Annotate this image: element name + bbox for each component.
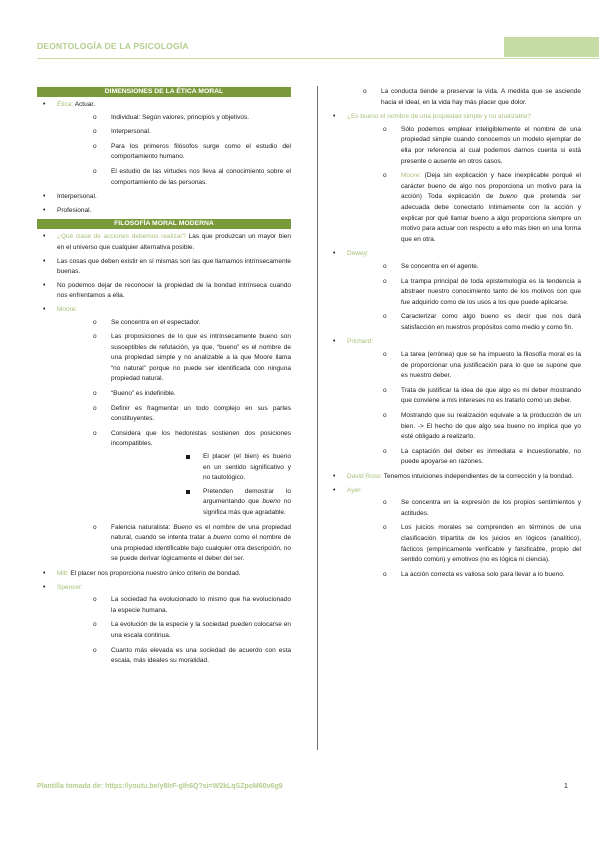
italic-term: bueno xyxy=(262,498,281,506)
sublist-item: o La acción correcta es valiosa solo para llevar a lo bueno. xyxy=(347,570,581,581)
sublist-item: o Los juicios morales se comprenden en términos de una clasificación tripartita de los juicios en lógicos (analítico), fácticos (empíricamente verificable y falsificable, propio del sentido común) y emotivos (no es lógica ni ciencia). xyxy=(347,523,581,565)
sublist-moore xyxy=(57,318,291,565)
list-item: • Las cosas que deben existir en sí mismas son las que llamamos intrínsecamente buenas. xyxy=(37,257,291,278)
list-filosofia xyxy=(37,232,291,666)
term-etica: Ética: xyxy=(57,101,74,108)
sublist-dewey xyxy=(347,262,581,334)
term-mill: Mill: xyxy=(57,569,69,577)
term-dewey: Dewey: xyxy=(347,250,369,258)
list-item-interpersonal: • Interpersonal. xyxy=(37,192,291,203)
subsublist-hedonistas xyxy=(111,452,291,519)
list-item-question xyxy=(327,112,581,245)
sublist-item: o Trata de justificar la idea de que algo es mi deber mostrando que conviene a mis intereses no es tratarlo como un deber. xyxy=(347,386,581,407)
section-heading-filosofia: FILOSOFÍA MORAL MODERNA xyxy=(37,219,291,229)
italic-term: bueno xyxy=(213,534,232,542)
list-item-ross xyxy=(327,472,581,483)
sublist-ayer xyxy=(347,498,581,580)
header-rule xyxy=(37,58,599,59)
etica-text: Actuar. xyxy=(73,101,95,108)
sublist-item: o Definir es fragmentar un todo complejo en sus partes constituyentes. xyxy=(57,404,291,425)
sublist-spencer xyxy=(57,595,291,667)
header-accent-block xyxy=(504,37,599,57)
sublist-item: o Interpersonal. xyxy=(57,127,291,138)
list-item-moore xyxy=(37,305,291,565)
term-moore: Moore: xyxy=(57,305,78,313)
term-spencer: Spencer: xyxy=(57,583,84,591)
sublist-item-moore xyxy=(347,171,581,245)
sublist-etica xyxy=(57,113,291,189)
subsublist-item: El placer (el bien) es bueno en un sentido significativo y no tautológico. xyxy=(111,452,291,484)
italic-term: Bueno xyxy=(173,523,193,531)
column-divider xyxy=(317,86,318,750)
list-item-profesional: • Profesional. xyxy=(37,206,291,217)
question-label: ¿Es bueno el nombre de una propiedad simple y no analizable? xyxy=(347,113,531,121)
sublist-item: o Se concentra en la expresión de los propios sentimientos y actitudes. xyxy=(347,498,581,519)
term-ross: David Ross: xyxy=(347,473,383,480)
sublist-item: o Caracterizar como algo bueno es decir que nos dará satisfacción en nuestros propósitos como medio y como fin. xyxy=(347,312,581,333)
sublist-item: o La evolución de la especie y la sociedad pueden colocarse en una escala continua. xyxy=(57,620,291,641)
subsublist-item xyxy=(111,487,291,519)
document-header-title: DEONTOLOGÍA DE LA PSICOLOGÍA xyxy=(37,41,189,51)
term-ayer: Ayer: xyxy=(347,486,363,494)
text-part: no significa más que agradable. xyxy=(203,498,291,516)
sublist-item: o “Bueno” es indefinible. xyxy=(57,389,291,400)
term-moore: Moore: xyxy=(401,172,422,180)
list-item-etica xyxy=(37,100,291,188)
left-column xyxy=(37,86,291,671)
right-column xyxy=(327,87,581,584)
sublist-item: o Sólo podemos emplear inteligiblemente el nombre de una propiedad simple cuando conocemos un modelo ejemplar de ella por referencia al cual podemos darnos cuenta si está presente o ausente en otros casos. xyxy=(347,125,581,167)
term-prichard: Prichard: xyxy=(347,338,374,346)
sublist-item: o La trampa principal de toda epistemología es la tendencia a abstraer nuestro conocimiento tanto de los motivos con que fue adquirido como de los usos a los que puede aplicarse. xyxy=(347,277,581,309)
sublist-item: o Se concentra en el agente. xyxy=(347,262,581,273)
sublist-item: o La captación del deber es inmediata e incuestionable, no puede apoyarse en razones. xyxy=(347,447,581,468)
sublist-prichard xyxy=(347,350,581,468)
sublist-item xyxy=(57,429,291,519)
sublist-continued xyxy=(327,87,581,108)
sublist-text: Considera que los hedonistas sostienen dos posiciones incompatibles. xyxy=(111,429,291,448)
sublist-item-falencia xyxy=(57,523,291,565)
sublist-item: o Mostrando que su realización equivale a la producción de un bien. -> El hecho de que algo sea bueno no implica que yo esté obligado a realizarlo. xyxy=(347,411,581,443)
sublist-question xyxy=(347,125,581,246)
section-heading-dimensiones: DIMENSIONES DE LA ÉTICA MORAL xyxy=(37,87,291,97)
ross-text: Tenemos intuiciones independientes de la corrección y la bondad. xyxy=(382,473,574,480)
list-item-ayer xyxy=(327,486,581,581)
sublist-item: o La sociedad ha evolucionado lo mismo que ha evolucionado la especie humana. xyxy=(57,595,291,616)
list-item-dewey xyxy=(327,249,581,333)
text-part: (Deja sin explicación y hace inexplicable porqué el carácter bueno de algo nos proporciona un motivo para la acción) Toda explicación de xyxy=(401,172,581,201)
sublist-item: o Cuanto más elevada es una sociedad de acuerdo con esta escala, más ideales su moralidad. xyxy=(57,646,291,667)
italic-term: bueno xyxy=(499,193,518,201)
sublist-item: o Para los primeros filósofos surge como el estudio del comportamiento humano. xyxy=(57,142,291,163)
question-answer: Las que produzcan un mayor bien en el universo que cualquier alternativa posible. xyxy=(57,233,292,251)
sublist-item: o El estudio de las virtudes nos lleva al conocimiento sobre el comportamiento de las personas. xyxy=(57,167,291,188)
list-item-prichard xyxy=(327,337,581,468)
sublist-item: o Se concentra en el espectador. xyxy=(57,318,291,329)
list-item-question xyxy=(37,232,291,253)
page-number: 1 xyxy=(564,783,568,790)
question-label: ¿Qué clase de acciones debemos realizar? xyxy=(57,233,187,241)
text-part: Falencia naturalista: xyxy=(111,523,174,531)
list-right xyxy=(327,87,581,580)
text-part: Pretenden demostrar lo argumentando que xyxy=(203,487,291,506)
list-dimensiones xyxy=(37,100,291,216)
continued-item xyxy=(327,87,581,108)
list-item-mill xyxy=(37,569,291,580)
text-part: es el nombre de una propiedad natural, cuando se intenta tratar a xyxy=(111,523,291,542)
sublist-item: o La conducta tiende a preservar la vida. A medida que se asciende hacia el ideal, en la vida hay más placer que dolor. xyxy=(327,87,581,108)
text-part: como el nombre de una propiedad identificable bajo cualquier otra descripción, no se puede derivar lógicamente el deber del ser. xyxy=(111,534,291,563)
mill-text: El placer nos proporciona nuestro único criterio de bondad. xyxy=(68,569,241,577)
text-part: que pretenda ser adecuada debe conectarlo íntimamente con la acción y explicar por qué llamar bueno a algo proporciona siempre un motivo para actuar con respecto a ello más bien en una forma que en otra. xyxy=(401,193,581,243)
sublist-item: o Las proposiciones de lo que es intrínsecamente bueno son susceptibles de refutación, ya que, “bueno” es el nombre de una propiedad simple y no analizable a la que Moore llama “no natural” porque no puede ser identificada con ninguna propiedad natural. xyxy=(57,332,291,385)
list-item: • No podemos dejar de reconocer la propiedad de la bondad intrínseca cuando nos enfrentamos a ella. xyxy=(37,281,291,302)
list-item-spencer xyxy=(37,583,291,667)
sublist-item: o La tarea (errónea) que se ha impuesto la filosofía moral es la de proporcionar una justificación para lo que se supone que es nuestro deber. xyxy=(347,350,581,382)
footer-template-link[interactable]: Plantilla tomada de: https://youtu.be/y8lrF-gIh6Q?si=W2kLqSZpoM60v6g9 xyxy=(37,783,283,790)
sublist-item: o Individual: Según valores, principios y objetivos. xyxy=(57,113,291,124)
